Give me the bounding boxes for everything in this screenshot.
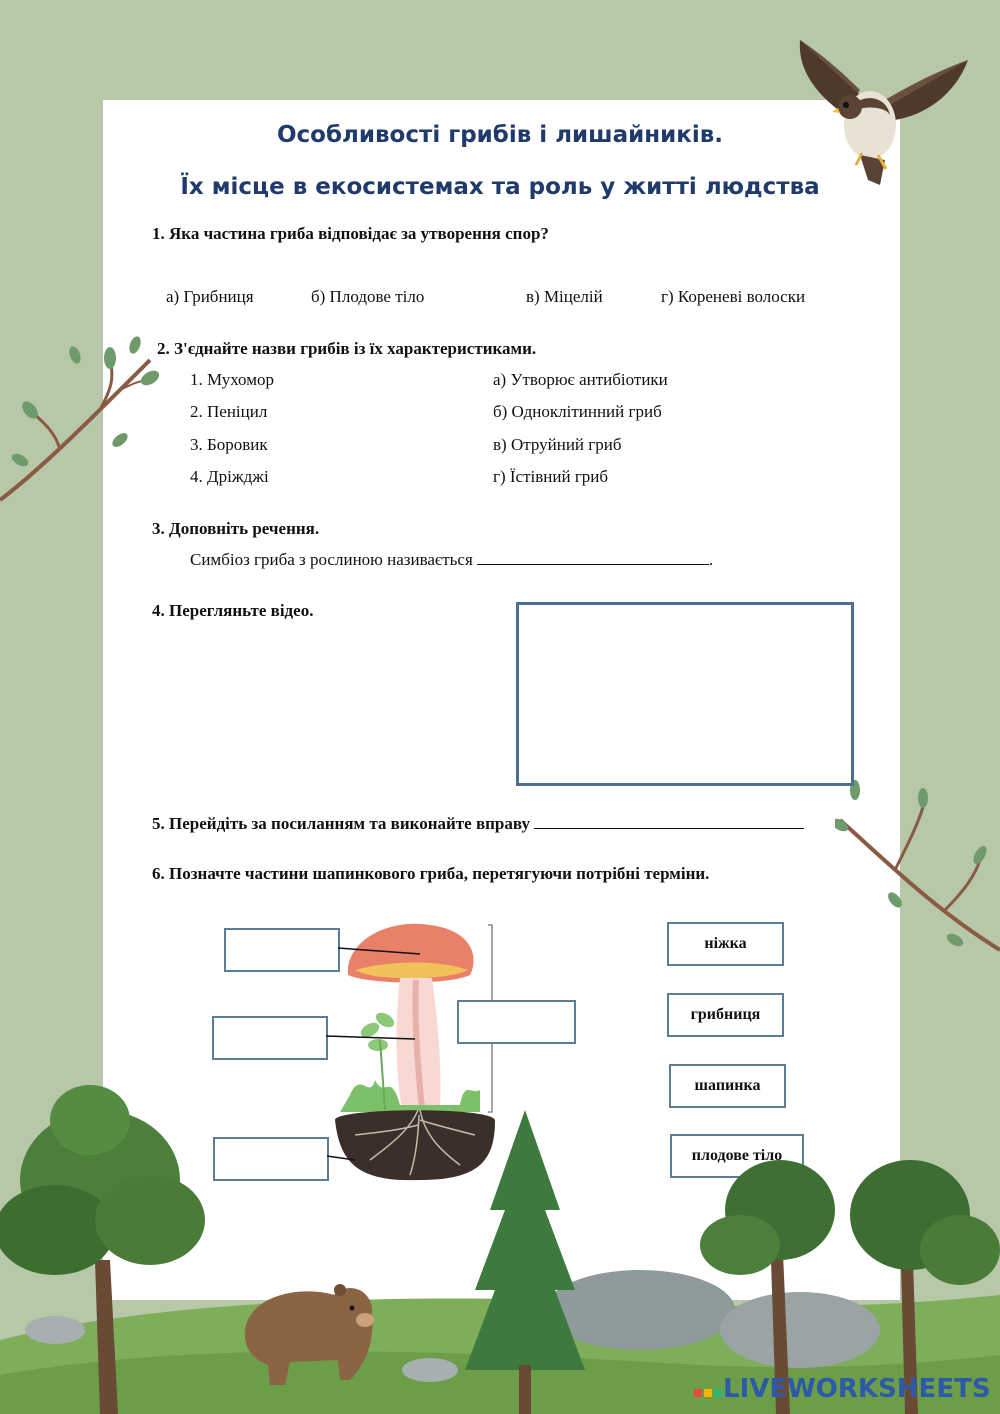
term-card-fruiting-body[interactable]: плодове тіло [670,1134,804,1178]
term-card-mycelium[interactable]: грибниця [667,993,784,1037]
question-3: 3. Доповніть речення. [152,519,320,538]
forest-scene-illustration [0,1080,1000,1414]
worksheet-subtitle: Їх місце в екосистемах та роль у житті людства [180,174,820,200]
q2-left-item-4[interactable]: 4. Дріжджі [190,467,269,486]
question-2-text: . З'єднайте назви грибів із їх характеристиками. [165,339,537,358]
q2-right-item-b[interactable]: б) Одноклітинний гриб [493,402,662,421]
q1-option-d[interactable]: г) Кореневі волоски [661,287,806,306]
q1-option-b[interactable]: б) Плодове тіло [311,287,425,306]
q2-right-item-a[interactable]: а) Утворює антибіотики [493,370,668,389]
q1-option-a[interactable]: а) Грибниця [166,287,254,306]
liveworksheets-logo [693,1374,991,1404]
question-4: 4. Перегляньте відео. [152,601,314,620]
logo-square-icon [714,1389,722,1397]
logo-square-icon [704,1389,712,1397]
logo-square-icon [694,1389,702,1397]
q3-sentence-text: Симбіоз гриба з рослиною називається [190,550,473,569]
q2-right-item-d[interactable]: г) Їстівний гриб [493,467,609,486]
q2-left-item-3[interactable]: 3. Боровик [190,435,268,454]
question-5-text: 5. Перейдіть за посиланням та виконайте вправу [152,814,530,833]
question-1-text: . Яка частина гриба відповідає за утворення спор? [160,224,549,243]
logo-text: LIVEWORKSHEETS [723,1374,991,1404]
q3-sentence-end: . [709,550,714,569]
question-6: 6. Позначте частини шапинкового гриба, перетягуючи потрібні терміни. [152,864,710,883]
question-2-number: 2 [157,339,166,358]
term-card-stem[interactable]: ніжка [667,922,784,966]
worksheet-title: Особливості грибів і лишайників. [276,122,724,148]
question-1-number: 1 [152,224,161,243]
q1-option-c[interactable]: в) Міцелій [526,287,603,306]
q2-left-item-1[interactable]: 1. Мухомор [190,370,274,389]
q2-right-item-c[interactable]: в) Отруйний гриб [493,435,622,454]
q2-left-item-2[interactable]: 2. Пеніцил [190,402,268,421]
term-card-cap[interactable]: шапинка [669,1064,786,1108]
